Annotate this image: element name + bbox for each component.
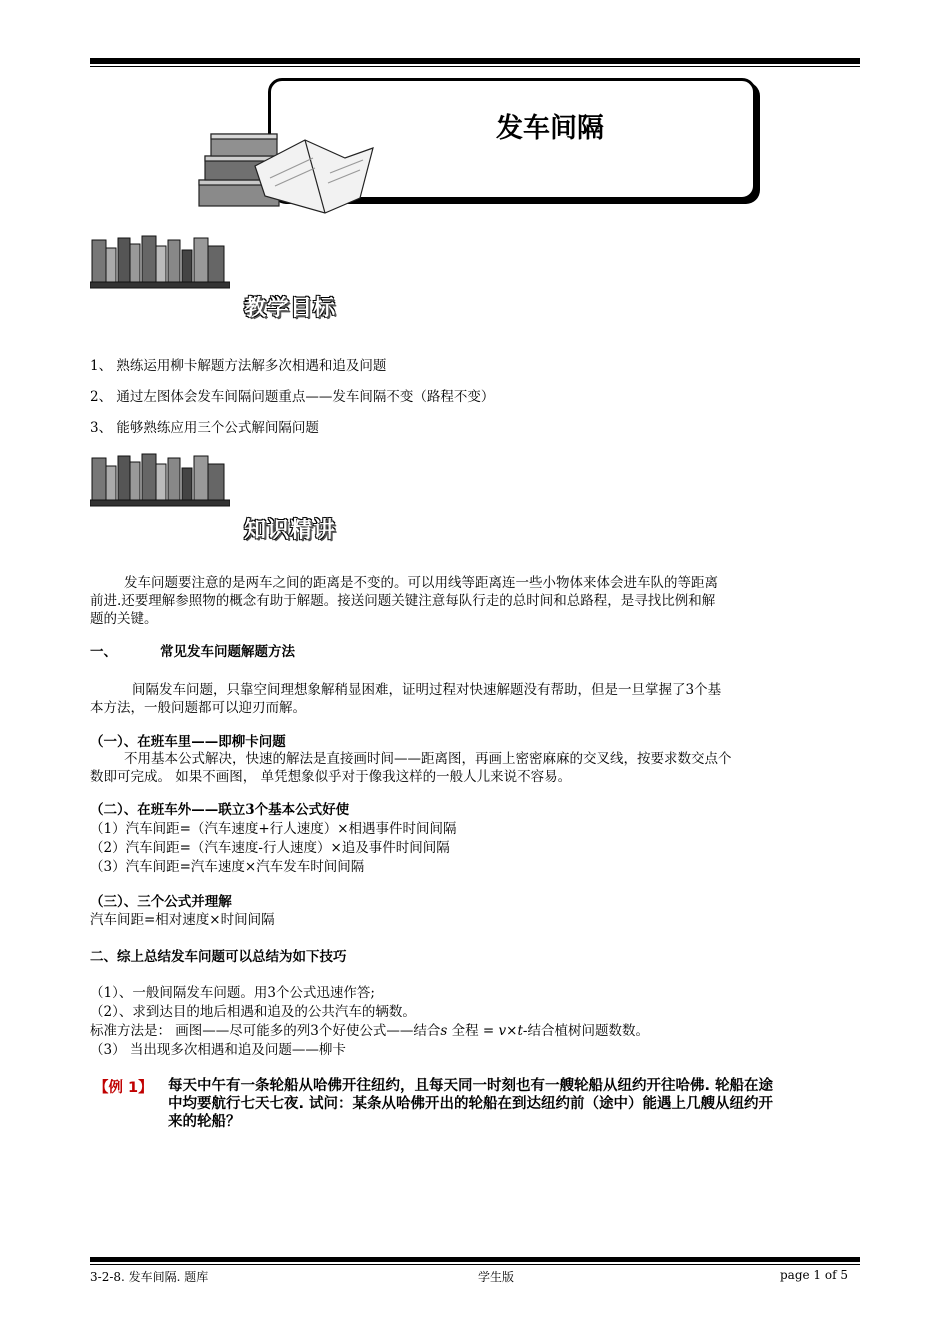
part1-para-line: 间隔发车问题，只靠空间理想象解稍显困难，证明过程对快速解题没有帮助，但是一旦掌握了3个基 <box>132 682 722 698</box>
footer-left: 3-2-8. 发车间隔. 题库 <box>90 1270 209 1284</box>
intro-line: 题的关键。 <box>90 611 158 627</box>
part1-heading-number: 一、 <box>90 644 117 660</box>
example-line: 来的轮船？ <box>168 1114 241 1130</box>
sub1-line: 数即可完成。 如果不画图， 单凭想象似乎对于像我这样的一般人儿来说不容易。 <box>90 769 572 785</box>
example-line: 每天中午有一条轮船从哈佛开往纽约，且每天同一时刻也有一艘轮船从纽约开往哈佛. 轮船在途 <box>168 1078 774 1094</box>
goal-item: 2、 通过左图体会发车间隔问题重点——发车间隔不变（路程不变） <box>90 389 495 405</box>
sub3-heading: （三）、三个公式并理解 <box>90 894 232 910</box>
footer-rule-thin <box>90 1264 860 1265</box>
sub1-line: 不用基本公式解决，快速的解法是直接画时间——距离图，再画上密密麻麻的交叉线，按要求数交点个 <box>124 751 732 767</box>
intro-line: 发车问题要注意的是两车之间的距离是不变的。可以用线等距离连一些小物体来体会进车队的等距离 <box>124 575 718 591</box>
example-label: 【例 1】 <box>94 1080 153 1096</box>
tip-line: （1）、一般间隔发车问题。用3个公式迅速作答; <box>90 985 375 1001</box>
part2-heading: 二、综上总结发车问题可以总结为如下技巧 <box>90 949 347 965</box>
goal-item: 3、 能够熟练应用三个公式解间隔问题 <box>90 420 319 436</box>
example-line: 中均要航行七天七夜. 试问：某条从哈佛开出的轮船在到达纽约前（途中）能遇上几艘从纽约开 <box>168 1096 774 1112</box>
formula-line: （1）汽车间距=（汽车速度+行人速度）×相遇事件时间间隔 <box>90 821 457 837</box>
formula-line: （2）汽车间距=（汽车速度-行人速度）×追及事件时间间隔 <box>90 840 450 856</box>
tip-text: 标准方法是： 画图——尽可能多的列3个好使公式——结合 <box>90 1023 441 1039</box>
footer-rule <box>90 1257 860 1262</box>
books-illustration <box>195 118 385 218</box>
section-title-knowledge: 知识精讲 <box>244 518 337 543</box>
var-v: v <box>498 1023 507 1039</box>
sub1-heading: （一）、在班车里——即柳卡问题 <box>90 734 286 750</box>
sub2-heading: （二）、在班车外——联立3个基本公式好使 <box>90 802 350 818</box>
top-rule <box>90 58 860 64</box>
tip-text: -结合植树问题数数。 <box>522 1023 649 1039</box>
footer-page-number: page 1 of 5 <box>780 1268 848 1282</box>
var-t: t <box>517 1023 523 1039</box>
intro-line: 前进.还要理解参照物的概念有助于解题。接送问题关键注意每队行走的总时间和总路程，是寻找比例和解 <box>90 593 716 609</box>
footer-center: 学生版 <box>478 1270 515 1284</box>
var-s: s <box>440 1023 448 1039</box>
page-title: 发车间隔 <box>496 113 604 144</box>
section-title-goals: 教学目标 <box>244 296 337 321</box>
part1-heading: 常见发车问题解题方法 <box>160 644 295 660</box>
bookshelf-icon <box>90 234 230 294</box>
sub3-line: 汽车间距=相对速度×时间间隔 <box>90 912 275 928</box>
goal-item: 1、 熟练运用柳卡解题方法解多次相遇和追及问题 <box>90 358 387 374</box>
tip-text: 全程 = <box>447 1023 499 1039</box>
tip-line: （3） 当出现多次相遇和追及问题——柳卡 <box>90 1042 346 1058</box>
part1-para-line: 本方法，一般问题都可以迎刃而解。 <box>90 700 306 716</box>
formula-line: （3）汽车间距=汽车速度×汽车发车时间间隔 <box>90 859 365 875</box>
tip-line: （2）、求到达目的地后相遇和追及的公共汽车的辆数。 <box>90 1004 416 1020</box>
tip-line-standard <box>90 1022 649 1040</box>
bookshelf-icon <box>90 452 230 512</box>
top-rule-thin <box>90 66 860 67</box>
tip-text: × <box>506 1023 518 1039</box>
